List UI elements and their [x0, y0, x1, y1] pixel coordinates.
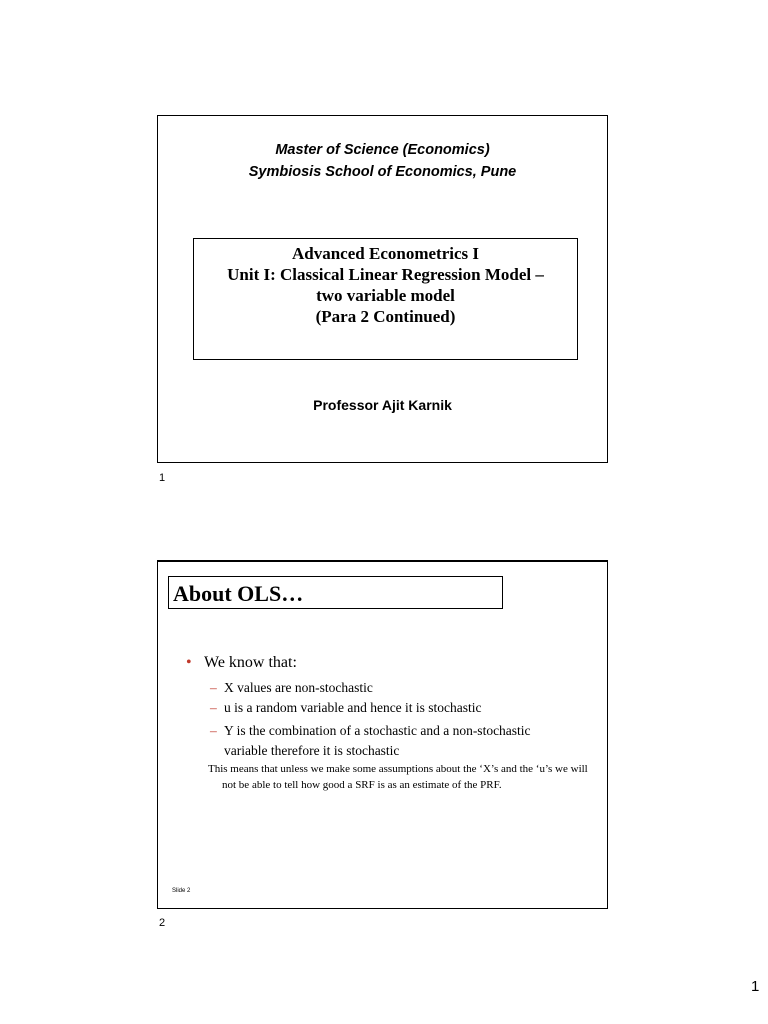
professor-name: Professor Ajit Karnik	[313, 397, 452, 413]
slide-1-page-number: 1	[159, 472, 166, 484]
slide-heading: About OLS…	[168, 576, 503, 609]
explanation-paragraph: This means that unless we make some assumptions about the ‘X’s and the ‘u’s we will not be able to tell how good a SRF is as an estimate of the PRF.	[208, 763, 588, 791]
course-title-line: Unit I: Classical Linear Regression Model –	[227, 265, 544, 284]
slide-2-page-number: 2	[159, 917, 166, 929]
sub-bullet-text: X values are non-stochastic	[224, 680, 373, 695]
sub-bullet	[210, 678, 590, 698]
slide-1	[157, 115, 608, 463]
institution-line-1: Master of Science (Economics)	[275, 142, 490, 158]
sub-bullet-text: Y is the combination of a stochastic and a non-stochastic	[224, 723, 531, 738]
bullet-icon: •	[186, 654, 192, 671]
course-title-line: (Para 2 Continued)	[315, 307, 456, 326]
course-title-line: Advanced Econometrics I	[292, 244, 479, 263]
slide-label: Slide 2	[172, 888, 191, 894]
sub-bullet	[210, 698, 590, 718]
sub-bullet-continuation: variable therefore it is stochastic	[224, 743, 400, 758]
sheet-page-number: 1	[751, 978, 760, 995]
course-title-box	[193, 238, 578, 360]
sub-bullet-text: u is a random variable and hence it is stochastic	[224, 700, 482, 715]
dash-icon: –	[210, 723, 217, 738]
dash-icon: –	[210, 700, 217, 715]
institution-line-2: Symbiosis School of Economics, Pune	[248, 164, 517, 180]
slide-2	[157, 560, 608, 909]
bullet-item	[186, 654, 297, 672]
dash-icon: –	[210, 680, 217, 695]
course-title-line: two variable model	[316, 286, 455, 305]
bullet-text: We know that:	[204, 654, 297, 671]
sub-bullet	[210, 721, 590, 741]
